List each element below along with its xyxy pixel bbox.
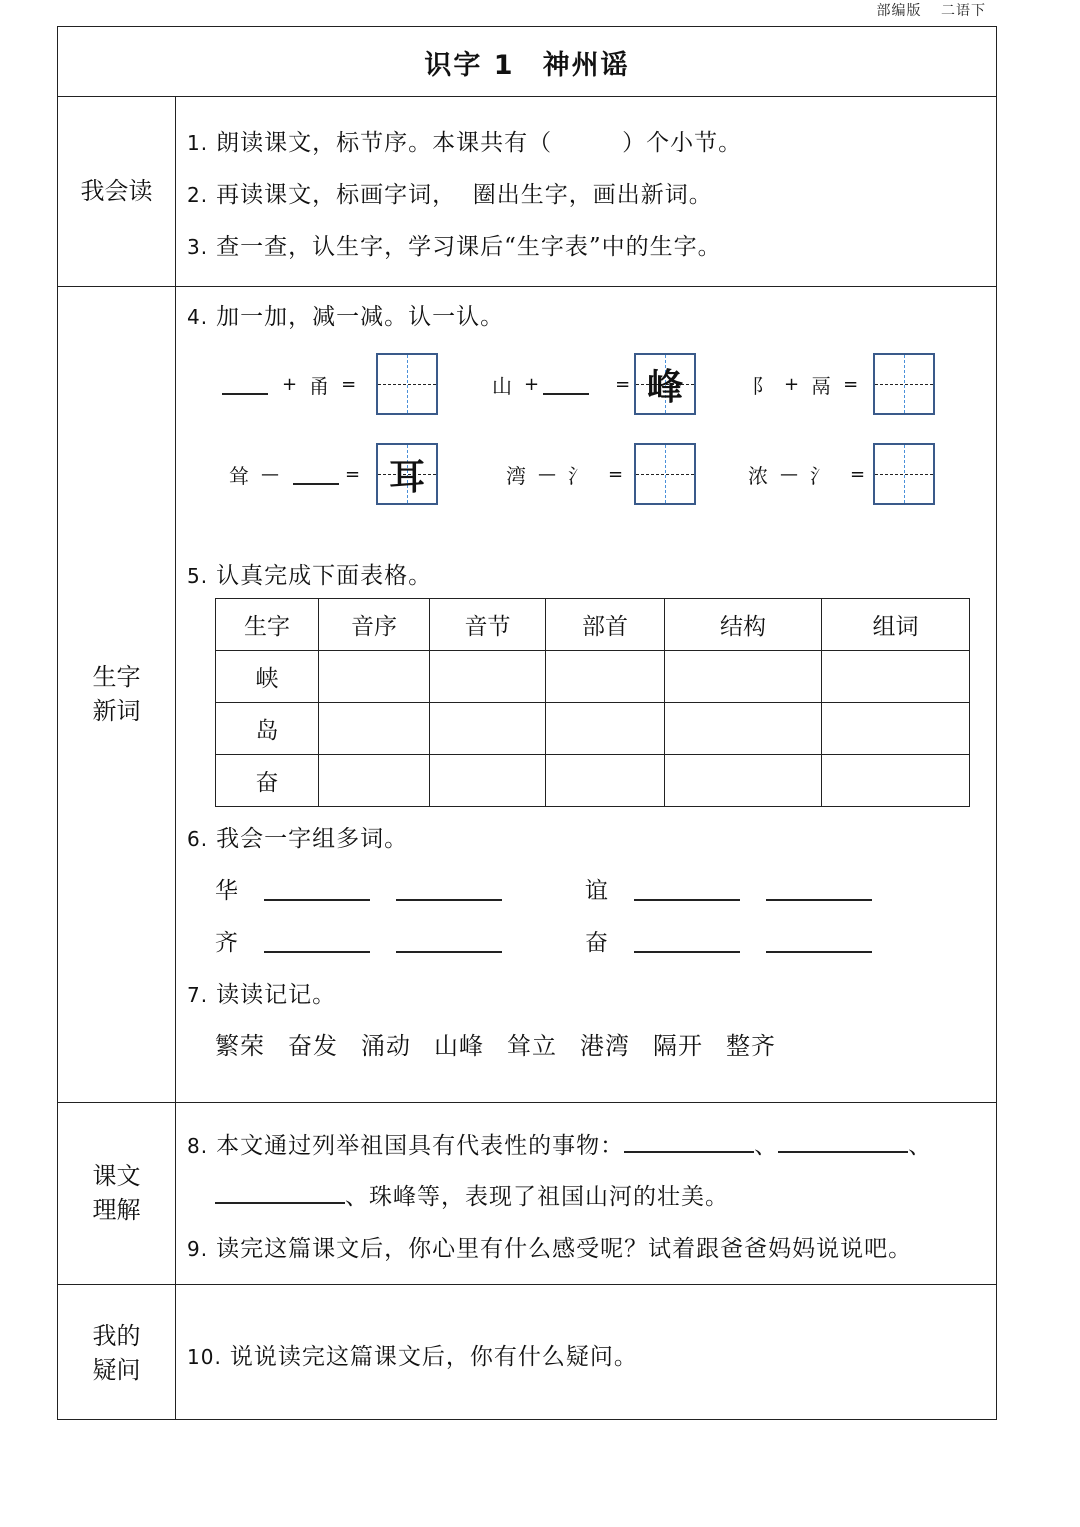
answer-blank[interactable] (766, 877, 872, 901)
answer-blank[interactable] (264, 929, 370, 953)
answer-cell[interactable] (319, 755, 430, 807)
answer-blank[interactable] (396, 929, 502, 953)
list-item: 奋发 (288, 1032, 338, 1060)
question-4: 4. 加一加，减一减。认一认。 (187, 304, 505, 330)
question-6: 6. 我会一字组多词。 (187, 826, 409, 852)
question-8-continued: 、珠峰等，表现了祖国山河的壮美。 (215, 1178, 729, 1211)
char-box[interactable] (873, 353, 935, 415)
answer-cell[interactable] (319, 703, 430, 755)
answer-cell[interactable] (430, 755, 546, 807)
answer-cell[interactable] (546, 651, 665, 703)
equation-6: 浓 — 氵 = (748, 464, 866, 488)
column-header: 音序 (319, 599, 430, 651)
equation-4: 耸 — = (229, 464, 361, 488)
answer-blank[interactable] (222, 375, 268, 395)
answer-cell[interactable] (430, 703, 546, 755)
word-group: 谊 (585, 872, 872, 905)
column-header: 结构 (665, 599, 822, 651)
section-label-words: 生字 新词 (92, 663, 141, 725)
table-row (216, 703, 970, 755)
row-character: 岛 (216, 703, 319, 755)
answer-cell[interactable] (319, 651, 430, 703)
equation-3: 阝 + 鬲 = (752, 374, 859, 398)
answer-blank[interactable] (396, 877, 502, 901)
answer-blank[interactable] (634, 877, 740, 901)
word-group: 华 (215, 872, 502, 905)
list-item: 繁荣 (215, 1032, 265, 1060)
answer-cell[interactable] (546, 703, 665, 755)
answer-cell[interactable] (822, 703, 970, 755)
row-character: 奋 (216, 755, 319, 807)
answer-cell[interactable] (665, 703, 822, 755)
column-header: 组词 (822, 599, 970, 651)
question-8: 8. 本文通过列举祖国具有代表性的事物： 、 、 (187, 1133, 933, 1159)
divider (58, 96, 996, 97)
list-item: 港湾 (580, 1032, 630, 1060)
char-box[interactable] (634, 443, 696, 505)
answer-cell[interactable] (665, 651, 822, 703)
question-7: 7. 读读记记。 (187, 982, 337, 1008)
answer-blank[interactable] (778, 1131, 908, 1153)
answer-blank[interactable] (293, 465, 339, 485)
word-list (215, 1026, 799, 1061)
answer-blank[interactable] (264, 877, 370, 901)
list-item: 涌动 (361, 1032, 411, 1060)
column-divider (175, 96, 176, 1419)
grade-label: 二语下 (941, 3, 986, 19)
question-10: 10. 说说读完这篇课文后，你有什么疑问。 (187, 1344, 638, 1370)
lesson-name: 神州谣 (542, 49, 630, 81)
char-box[interactable]: 峰 (634, 353, 696, 415)
equation-1: + 甬 = (220, 370, 368, 399)
list-item: 山峰 (434, 1032, 484, 1060)
char-box[interactable] (873, 443, 935, 505)
page-title (58, 27, 996, 97)
word-group: 齐 (215, 924, 502, 957)
answer-blank[interactable] (766, 929, 872, 953)
answer-cell[interactable] (665, 755, 822, 807)
answer-cell[interactable] (822, 651, 970, 703)
question-3: 3. 查一查，认生字，学习课后“生字表”中的生字。 (187, 234, 722, 260)
question-5: 5. 认真完成下面表格。 (187, 563, 433, 589)
page-header (863, 0, 986, 20)
char-box[interactable] (376, 353, 438, 415)
divider (58, 1102, 996, 1103)
divider (58, 1284, 996, 1285)
column-header: 音节 (430, 599, 546, 651)
equation-5: 湾 — 氵 = (506, 464, 624, 488)
column-header: 生字 (216, 599, 319, 651)
divider (58, 286, 996, 287)
equation-2: 山 + = (492, 374, 631, 398)
answer-cell[interactable] (430, 651, 546, 703)
section-label-read: 我会读 (80, 177, 153, 205)
answer-blank[interactable] (624, 1131, 754, 1153)
row-character: 峡 (216, 651, 319, 703)
list-item: 整齐 (726, 1032, 776, 1060)
answer-blank[interactable] (215, 1182, 345, 1204)
question-1: 1. 朗读课文，标节序。本课共有（ ）个小节。 (187, 130, 743, 156)
edition-label: 部编版 (876, 3, 922, 19)
question-2: 2. 再读课文，标画字词， 圈出生字，画出新词。 (187, 182, 713, 208)
question-9: 9. 读完这篇课文后，你心里有什么感受呢？试着跟爸爸妈妈说说吧。 (187, 1236, 913, 1262)
section-label-question: 我的 疑问 (92, 1321, 141, 1384)
table-row (216, 755, 970, 807)
section-label-understand: 课文 理解 (92, 1162, 141, 1224)
lesson-number: 识字 1 (424, 49, 515, 81)
answer-cell[interactable] (822, 755, 970, 807)
character-table (215, 598, 970, 807)
answer-cell[interactable] (546, 755, 665, 807)
answer-blank[interactable] (634, 929, 740, 953)
list-item: 隔开 (653, 1032, 703, 1060)
word-group: 奋 (585, 924, 872, 957)
answer-blank[interactable] (543, 375, 589, 395)
table-header-row (216, 599, 970, 651)
column-header: 部首 (546, 599, 665, 651)
list-item: 耸立 (507, 1032, 557, 1060)
table-row (216, 651, 970, 703)
char-box[interactable]: 耳 (376, 443, 438, 505)
